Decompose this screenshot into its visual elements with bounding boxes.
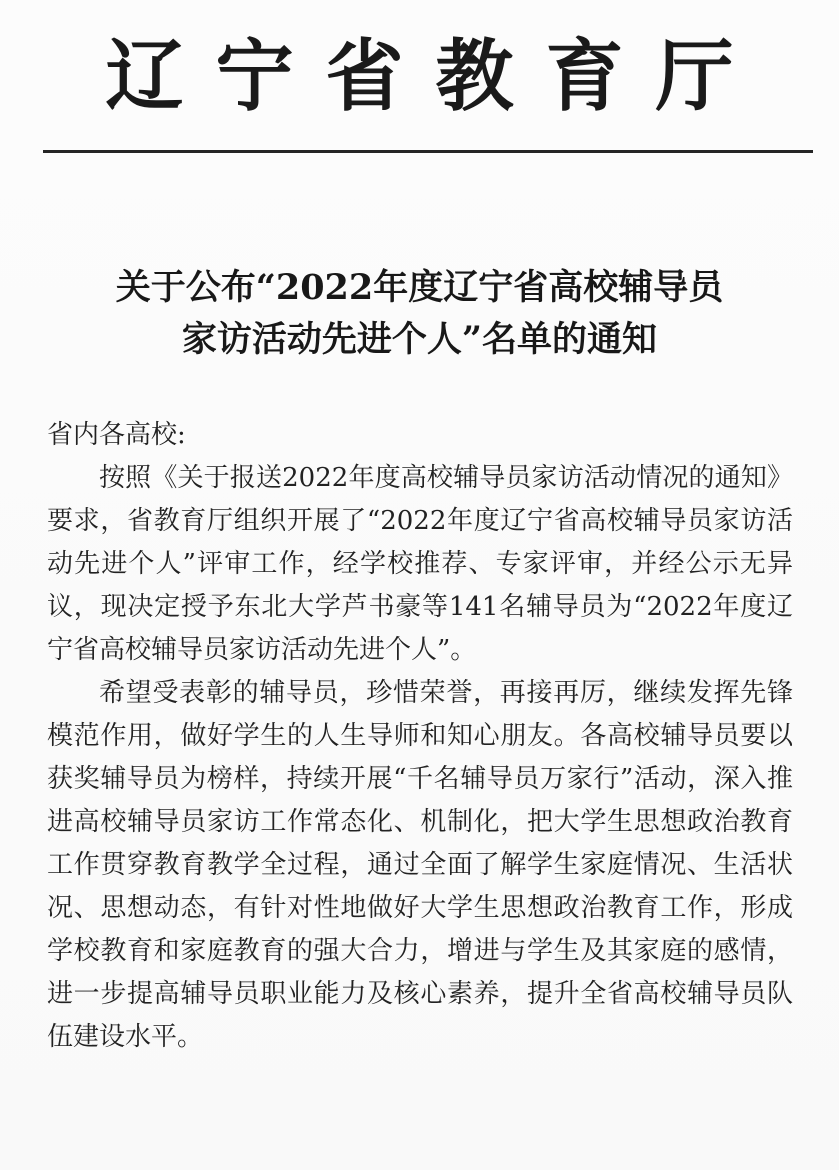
header-divider-line [43, 150, 813, 153]
issuing-organization-header: 辽宁省教育厅 [105, 31, 766, 122]
body-paragraph-2: 希望受表彰的辅导员，珍惜荣誉，再接再厉，继续发挥先锋模范作用，做好学生的人生导师和知心朋友。各高校辅导员要以获奖辅导员为榜样，持续开展“千名辅导员万家行”活动，深入推进高校辅导员家访工作常态化、机制化，把大学生思想政治教育工作贯穿教育教学全过程，通过全面了解学生家庭情况、生活状况、思想动态，有针对性地做好大学生思想政治教育工作，形成学校教育和家庭教育的强大合力，增进与学生及其家庭的感情，进一步提高辅导员职业能力及核心素养，提升全省高校辅导员队伍建设水平。 [47, 678, 793, 1052]
document-title-line-1: 关于公布“2022年度辽宁省高校辅导员 [115, 267, 724, 308]
document-title [0, 262, 839, 366]
body-paragraph-1: 按照《关于报送2022年度高校辅导员家访活动情况的通知》要求，省教育厅组织开展了“2022年度辽宁省高校辅导员家访活动先进个人”评审工作，经学校推荐、专家评审，并经公示无异议，现决定授予东北大学芦书豪等141名辅导员为“2022年度辽宁省高校辅导员家访活动先进个人”。 [47, 463, 793, 665]
salutation: 省内各高校: [47, 420, 186, 450]
document-body [47, 414, 793, 1059]
document-title-line-2: 家访活动先进个人”名单的通知 [181, 319, 658, 360]
